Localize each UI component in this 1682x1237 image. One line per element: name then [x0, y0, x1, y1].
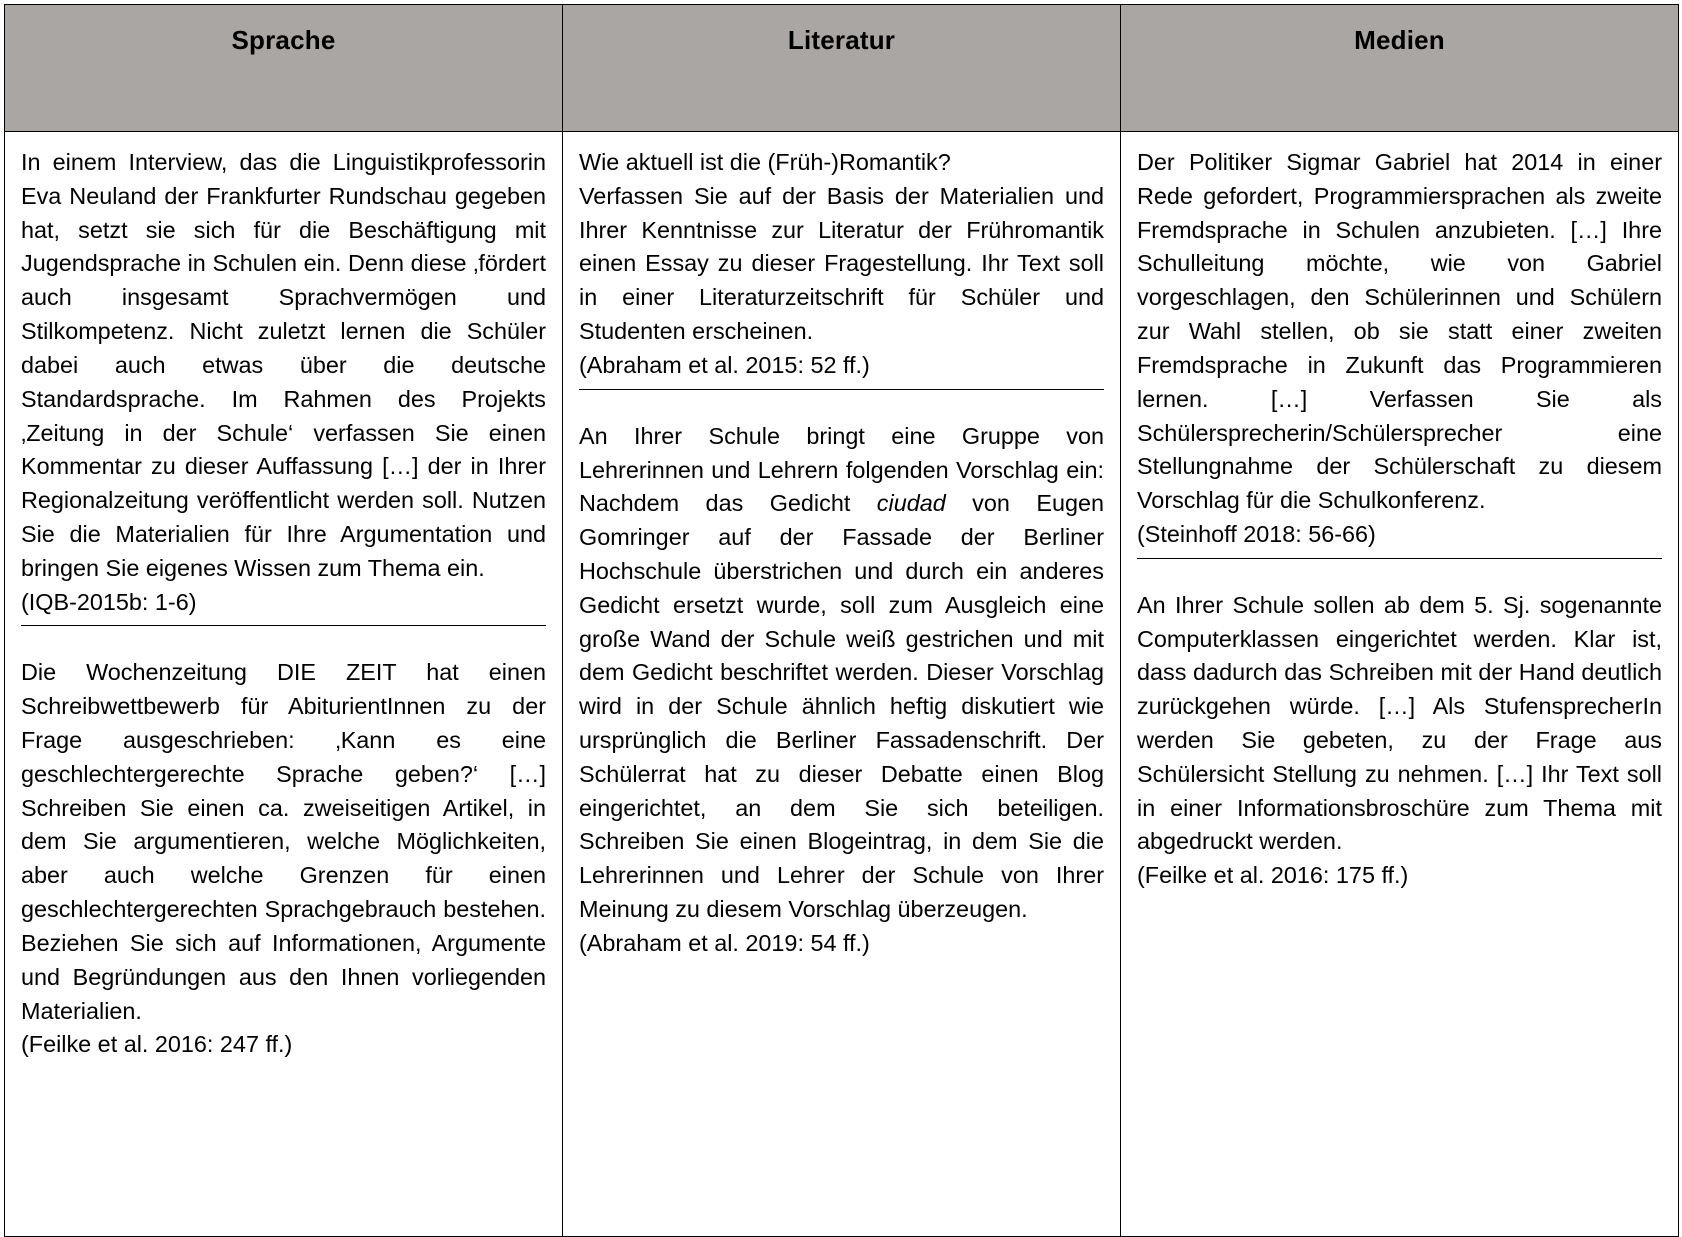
column-header-medien [1121, 5, 1679, 132]
block-spacer [21, 626, 546, 656]
task-block [579, 146, 1104, 383]
task-block [1137, 589, 1662, 893]
task-block [21, 146, 546, 619]
column-header-sprache [5, 5, 563, 132]
column-header-literatur [563, 5, 1121, 132]
task-body-text: An Ihrer Schule sollen ab dem 5. Sj. sogenannte Computerklassen eingerichtet werden. Klar ist, dass dadurch das Schreiben mit der Hand deutlich zurückgehen würde. […] Als StufensprecherIn werden Sie gebeten, zu der Frage aus Schülersicht Stellung zu nehmen. […] Ihr Text soll in einer Informationsbroschüre zum Thema mit abgedruckt werden. [1137, 591, 1662, 855]
task-citation: (Steinhoff 2018: 56-66) [1137, 520, 1376, 547]
task-citation: (Feilke et al. 2016: 247 ff.) [21, 1031, 293, 1058]
task-block [579, 420, 1104, 961]
poem-title-italic: ciudad [876, 490, 946, 517]
task-lead-question: Wie aktuell ist die (Früh-)Romantik? [579, 149, 951, 175]
column-cell-sprache [5, 132, 563, 1237]
task-block [1137, 146, 1662, 552]
table-header-row-group [5, 5, 1679, 132]
column-header-label: Literatur [787, 25, 896, 55]
column-header-label: Medien [1354, 25, 1445, 55]
task-body-part-after: von Eugen Gomringer auf der Fassade der Berliner Hochschule überstrichen und durch ein anderes Gedicht ersetzt wurde, soll zum Ausgleich eine große Wand der Schule weiß gestrichen und mit dem Gedicht beschriftet werden. Dieser Vorschlag wird in der Schule ähnlich heftig diskutiert wie ursprünglich die Berliner Fassadenschrift. Der Schülerrat hat zu dieser Debatte einen Blog eingerichtet, an dem Sie sich beteiligen. Schreiben Sie einen Blogeintrag, in dem Sie die Lehrerinnen und Lehrer der Schule von Ihrer Meinung zu diesem Vorschlag überzeugen. [579, 490, 1104, 923]
block-spacer [579, 390, 1104, 420]
task-body-text: Verfassen Sie auf der Basis der Materialien und Ihrer Kenntnisse zur Literatur der Frühromantik einen Essay zu dieser Fragestellung. Ihr Text soll in einer Literaturzeitschrift für Schüler und Studenten erscheinen. [579, 182, 1104, 345]
table-header-row [5, 5, 1679, 132]
task-body-part-before: An Ihrer Schule bringt eine Gruppe von Lehrerinnen und Lehrern folgenden Vorschlag ein: Nachdem das Gedicht [579, 422, 1104, 517]
task-citation: (IQB-2015b: 1-6) [21, 588, 197, 615]
column-header-label: Sprache [231, 25, 336, 55]
assignment-examples-table [4, 4, 1679, 1237]
table-body-row-group [5, 132, 1679, 1237]
task-citation: (Abraham et al. 2015: 52 ff.) [579, 351, 870, 378]
task-body-text: Der Politiker Sigmar Gabriel hat 2014 in einer Rede gefordert, Programmiersprachen als zweite Fremdsprache in Schulen anzubieten. […] Ihre Schulleitung möchte, wie von Gabriel vorgeschlagen, den Schülerinnen und Schülern zur Wahl stellen, ob sie statt einer zweiten Fremdsprache in Zukunft das Programmieren lernen. […] Verfassen Sie als Schülersprecherin/Schülersprecher eine Stellungnahme der Schülerschaft zu diesem Vorschlag für die Schulkonferenz. [1137, 149, 1662, 514]
task-body-text: In einem Interview, das die Linguistikprofessorin Eva Neuland der Frankfurter Rundschau gegeben hat, setzt sie sich für die Beschäftigung mit Jugendsprache in Schulen ein. Denn diese ‚fördert auch insgesamt Sprachvermögen und Stilkompetenz. Nicht zuletzt lernen die Schüler dabei auch etwas über die deutsche Standardsprache. Im Rahmen des Projekts ‚Zeitung in der Schule‘ verfassen Sie einen Kommentar zu dieser Auffassung […] der in Ihrer Regionalzeitung veröffentlicht werden soll. Nutzen Sie die Materialien für Ihre Argumentation und bringen Sie eigenes Wissen zum Thema ein. [21, 149, 546, 581]
task-block [21, 656, 546, 1062]
task-citation: (Abraham et al. 2019: 54 ff.) [579, 929, 870, 956]
task-body-text-rich [579, 420, 1104, 927]
block-spacer [1137, 559, 1662, 589]
task-body-text: Die Wochenzeitung DIE ZEIT hat einen Schreibwettbewerb für AbiturientInnen zu der Frage ausgeschrieben: ‚Kann es eine geschlechtergerechte Sprache geben?‘ […] Schreiben Sie einen ca. zweiseitigen Artikel, in dem Sie argumentieren, welche Möglichkeiten, aber auch welche Grenzen für einen geschlechtergerechten Sprachgebrauch bestehen. Beziehen Sie sich auf Informationen, Argumente und Begründungen aus den Ihnen vorliegenden Materialien. [21, 659, 546, 1024]
table-body-row [5, 132, 1679, 1237]
column-cell-medien [1121, 132, 1679, 1237]
task-citation: (Feilke et al. 2016: 175 ff.) [1137, 862, 1409, 889]
column-cell-literatur [563, 132, 1121, 1237]
